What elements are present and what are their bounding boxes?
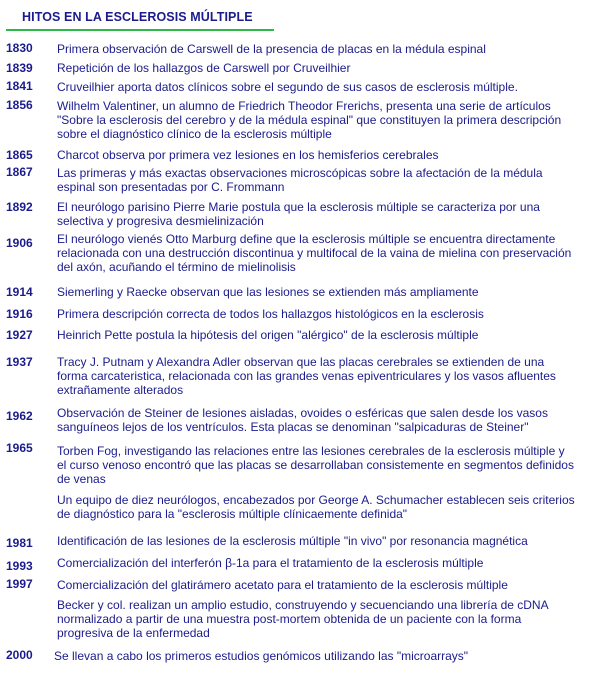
entry-text: Se llevan a cabo los primeros estudios genómicos utilizando las "microarrays" xyxy=(54,649,469,663)
entry-year: 1906 xyxy=(6,236,33,250)
entry-year: 1927 xyxy=(6,328,33,342)
entry-text: Wilhelm Valentiner, un alumno de Friedrich Theodor Frerichs, presenta una serie de artículos "Sobre la esclerosis del cerebro y de la médula espinal" que constituyen la primera descripción sobre el diagnóstico clínico de la esclerosis múltiple xyxy=(57,99,562,142)
entry-year: 2000 xyxy=(6,648,33,662)
entry-text: El neurólogo vienés Otto Marburg define que la esclerosis múltiple se encuentra directamente relacionada con una destrucción discontinua y multifocal de la vaina de mielina con preservación del axón, acuñando el término de mielinolisis xyxy=(57,232,572,275)
entry-text: Heinrich Pette postula la hipótesis del origen "alérgico" de la esclerosis múltiple xyxy=(57,328,479,342)
entry-year: 1962 xyxy=(6,409,33,423)
entry-text: El neurólogo parisino Pierre Marie postula que la esclerosis múltiple se caracteriza por una selectiva y progresiva desmielinización xyxy=(57,200,540,229)
page-title: HITOS EN LA ESCLEROSIS MÚLTIPLE xyxy=(22,10,253,24)
entry-text: Primera observación de Carswell de la presencia de placas en la médula espinal xyxy=(57,42,486,56)
entry-text: Las primeras y más exactas observaciones microscópicas sobre la afectación de la médula espinal son presentadas por C. Frommann xyxy=(57,166,543,195)
entry-year: 1892 xyxy=(6,200,33,214)
entry-year: 1981 xyxy=(6,536,33,550)
entry-year: 1856 xyxy=(6,98,33,112)
entry-text: Torben Fog, investigando las relaciones entre las lesiones cerebrales de la esclerosis múltiple y el curso venoso encontró que las placas se desarrollaban consistemente en segmentos definidos de venas xyxy=(57,444,574,487)
entry-year: 1841 xyxy=(6,79,33,93)
entry-year: 1839 xyxy=(6,61,33,75)
entry-text: Primera descripción correcta de todos los hallazgos histológicos en la esclerosis xyxy=(57,307,484,321)
entry-year: 1937 xyxy=(6,355,33,369)
entry-year: 1830 xyxy=(6,41,33,55)
entry-text: Becker y col. realizan un amplio estudio, construyendo y secuenciando una librería de cDNA normalizado a partir de una muestra post-mortem obtenida de un paciente con la forma progresiva de la enfermedad xyxy=(57,598,548,641)
entry-year: 1867 xyxy=(6,165,33,179)
entry-text: Identificación de las lesiones de la esclerosis múltiple "in vivo" por resonancia magnética xyxy=(57,534,528,548)
entry-year: 1965 xyxy=(6,441,33,455)
entry-text: Comercialización del interferón β-1a para el tratamiento de la esclerosis múltiple xyxy=(57,556,484,570)
entry-year: 1993 xyxy=(6,559,33,573)
entry-text: Cruveilhier aporta datos clínicos sobre el segundo de sus casos de esclerosis múltiple. xyxy=(57,80,518,94)
title-underline xyxy=(6,29,274,31)
entry-text: Siemerling y Raecke observan que las lesiones se extienden más ampliamente xyxy=(57,285,479,299)
entry-text: Repetición de los hallazgos de Carswell por Cruveilhier xyxy=(57,61,351,75)
entry-text: Un equipo de diez neurólogos, encabezados por George A. Schumacher establecen seis criterios de diagnóstico para la "esclerosis múltiple clínicaemente definida" xyxy=(57,493,575,522)
entry-year: 1865 xyxy=(6,148,33,162)
entry-text: Charcot observa por primera vez lesiones en los hemisferios cerebrales xyxy=(57,148,439,162)
entry-year: 1914 xyxy=(6,285,33,299)
entry-text: Comercialización del glatirámero acetato para el tratamiento de la esclerosis múltiple xyxy=(57,578,508,592)
entry-year: 1916 xyxy=(6,307,33,321)
entry-year: 1997 xyxy=(6,577,33,591)
entry-text: Observación de Steiner de lesiones aisladas, ovoides o esféricas que salen desde los vasos sanguíneos lejos de los ventrículos. Esta placas se denominan "salpicaduras de Steiner" xyxy=(57,406,548,435)
entry-text: Tracy J. Putnam y Alexandra Adler observan que las placas cerebrales se extienden de una forma carcateristica, relacionada con las grandes venas epiventriculares y los vasos afluentes extrañamente alterados xyxy=(57,355,556,398)
